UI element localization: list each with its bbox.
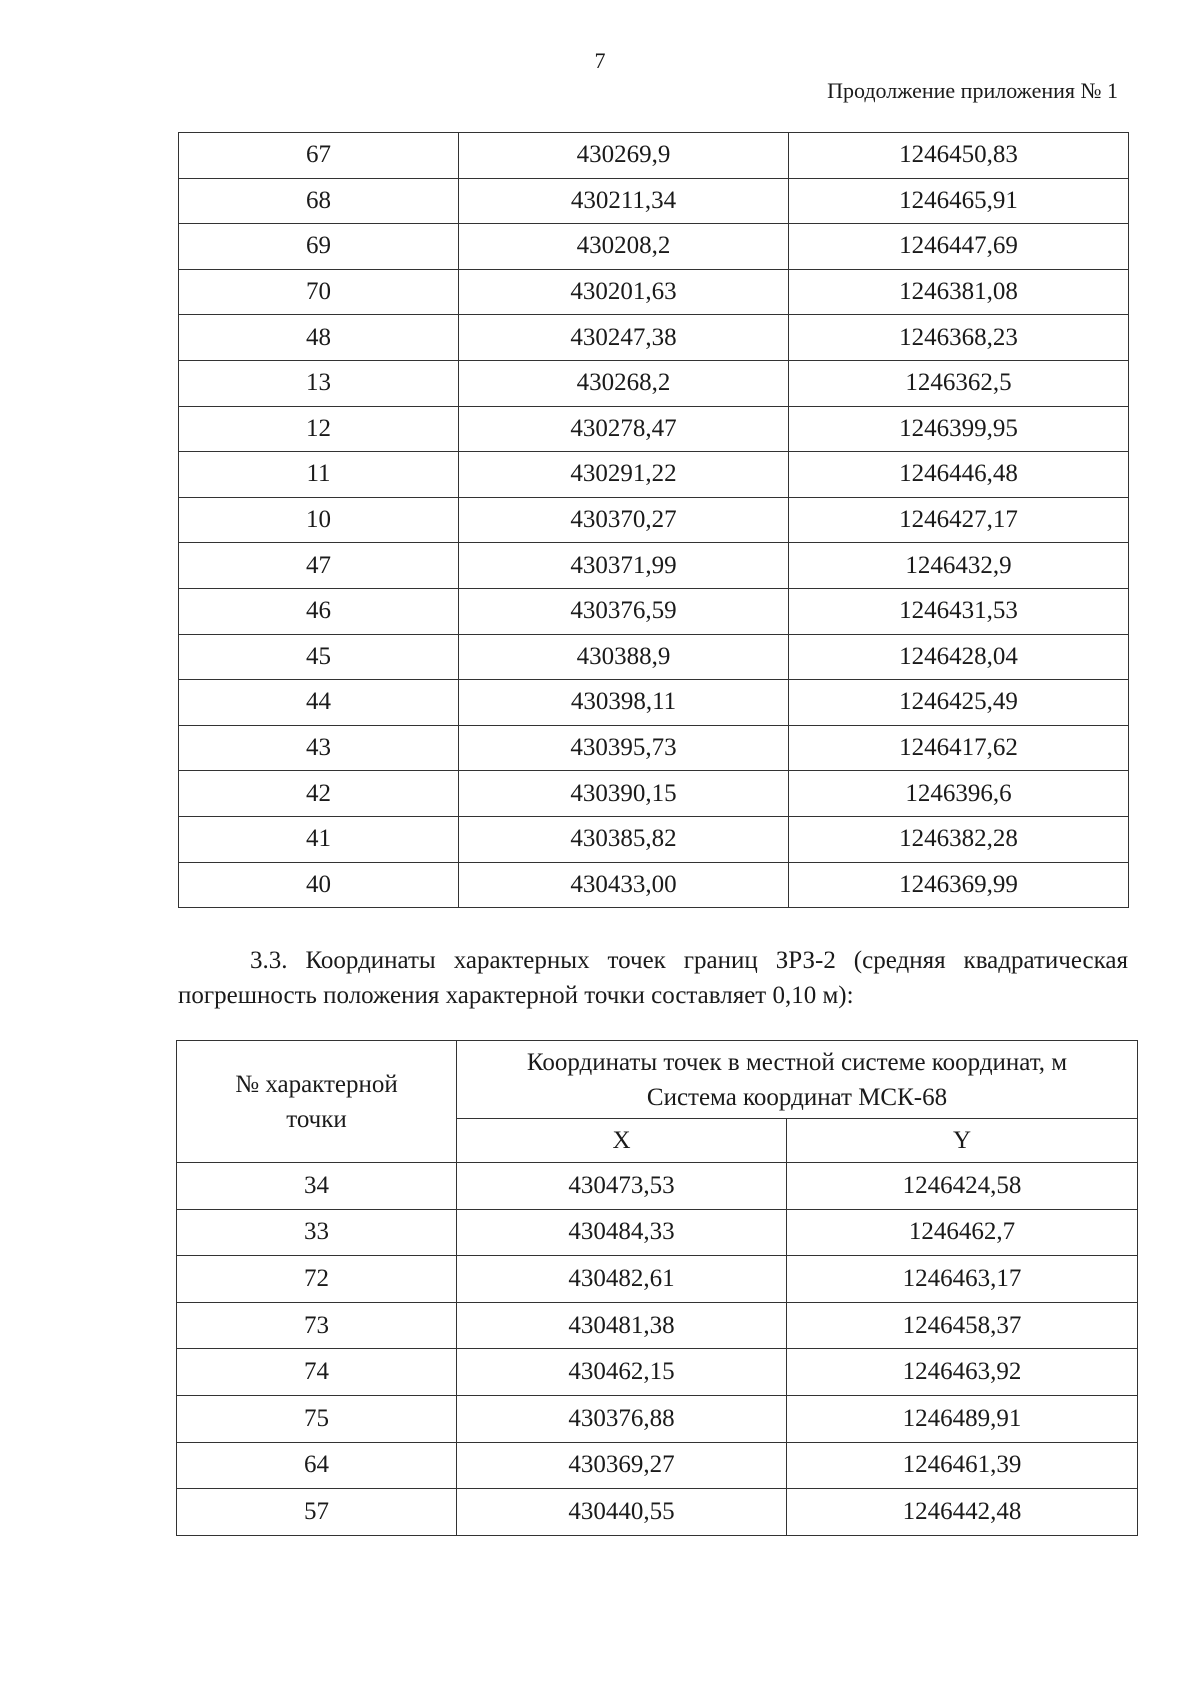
x-coordinate-cell: 430376,88 — [457, 1395, 787, 1442]
y-coordinate-cell: 1246427,17 — [789, 497, 1129, 543]
point-number-cell: 72 — [177, 1256, 457, 1303]
table-row — [179, 725, 1129, 771]
y-coordinate-cell: 1246381,08 — [789, 269, 1129, 315]
point-number-cell: 12 — [179, 406, 459, 452]
x-coordinate-cell: 430385,82 — [459, 816, 789, 862]
y-coordinate-cell: 1246362,5 — [789, 360, 1129, 406]
zrz2-table-body — [177, 1163, 1138, 1536]
zrz2-table-header — [177, 1041, 1138, 1163]
x-coordinate-cell: 430395,73 — [459, 725, 789, 771]
y-column-header: Y — [787, 1119, 1138, 1163]
x-column-header: X — [457, 1119, 787, 1163]
y-coordinate-cell: 1246428,04 — [789, 634, 1129, 680]
y-coordinate-cell: 1246399,95 — [789, 406, 1129, 452]
x-coordinate-cell: 430481,38 — [457, 1302, 787, 1349]
point-number-cell: 48 — [179, 315, 459, 361]
table-row — [179, 634, 1129, 680]
point-number-cell: 43 — [179, 725, 459, 771]
point-number-cell: 46 — [179, 588, 459, 634]
page-number: 7 — [594, 48, 606, 73]
x-coordinate-cell: 430201,63 — [459, 269, 789, 315]
point-number-cell: 64 — [177, 1442, 457, 1489]
point-number-cell: 74 — [177, 1349, 457, 1396]
point-number-cell: 47 — [179, 543, 459, 589]
x-coordinate-cell: 430390,15 — [459, 771, 789, 817]
point-number-cell: 34 — [177, 1163, 457, 1210]
y-coordinate-cell: 1246442,48 — [787, 1489, 1138, 1536]
table-row — [179, 543, 1129, 589]
table-row — [179, 862, 1129, 908]
y-coordinate-cell: 1246417,62 — [789, 725, 1129, 771]
y-coordinate-cell: 1246462,7 — [787, 1209, 1138, 1256]
coordinates-table-body — [179, 133, 1129, 908]
table-row — [179, 588, 1129, 634]
point-number-cell: 41 — [179, 816, 459, 862]
table-header-row — [177, 1041, 1138, 1119]
table-row — [179, 178, 1129, 224]
table-row — [179, 680, 1129, 726]
point-number-cell: 73 — [177, 1302, 457, 1349]
y-coordinate-cell: 1246461,39 — [787, 1442, 1138, 1489]
table-row — [177, 1489, 1138, 1536]
point-number-cell: 70 — [179, 269, 459, 315]
y-coordinate-cell: 1246489,91 — [787, 1395, 1138, 1442]
x-coordinate-cell: 430473,53 — [457, 1163, 787, 1210]
point-number-cell: 75 — [177, 1395, 457, 1442]
x-coordinate-cell: 430278,47 — [459, 406, 789, 452]
x-coordinate-cell: 430291,22 — [459, 452, 789, 498]
x-coordinate-cell: 430211,34 — [459, 178, 789, 224]
y-coordinate-cell: 1246396,6 — [789, 771, 1129, 817]
x-coordinate-cell: 430388,9 — [459, 634, 789, 680]
y-coordinate-cell: 1246446,48 — [789, 452, 1129, 498]
table-row — [179, 360, 1129, 406]
section-text: 3.3. Координаты характерных точек границ ЗРЗ-2 (средняя квадратическая погрешность положения характерной точки составляет 0,10 м): — [178, 947, 1128, 1009]
zrz2-coordinates-table — [176, 1040, 1138, 1536]
y-coordinate-cell: 1246463,92 — [787, 1349, 1138, 1396]
x-coordinate-cell: 430247,38 — [459, 315, 789, 361]
x-coordinate-cell: 430484,33 — [457, 1209, 787, 1256]
x-coordinate-cell: 430398,11 — [459, 680, 789, 726]
table-row — [179, 315, 1129, 361]
point-number-cell: 68 — [179, 178, 459, 224]
table-row — [177, 1163, 1138, 1210]
y-coordinate-cell: 1246458,37 — [787, 1302, 1138, 1349]
table-row — [179, 771, 1129, 817]
x-coordinate-cell: 430208,2 — [459, 224, 789, 270]
table-row — [179, 133, 1129, 179]
y-coordinate-cell: 1246431,53 — [789, 588, 1129, 634]
y-coordinate-cell: 1246463,17 — [787, 1256, 1138, 1303]
x-coordinate-cell: 430433,00 — [459, 862, 789, 908]
point-number-cell: 67 — [179, 133, 459, 179]
table-row — [177, 1209, 1138, 1256]
table-row — [179, 406, 1129, 452]
x-coordinate-cell: 430370,27 — [459, 497, 789, 543]
coordinates-table-continued — [178, 132, 1129, 908]
x-coordinate-cell: 430462,15 — [457, 1349, 787, 1396]
point-number-cell: 33 — [177, 1209, 457, 1256]
table-row — [177, 1442, 1138, 1489]
table-row — [177, 1302, 1138, 1349]
point-number-cell: 10 — [179, 497, 459, 543]
point-number-cell: 13 — [179, 360, 459, 406]
y-coordinate-cell: 1246450,83 — [789, 133, 1129, 179]
point-number-header-line2: точки — [286, 1105, 347, 1133]
x-coordinate-cell: 430369,27 — [457, 1442, 787, 1489]
point-number-header-line1: № характерной — [235, 1070, 398, 1098]
point-number-cell: 42 — [179, 771, 459, 817]
x-coordinate-cell: 430440,55 — [457, 1489, 787, 1536]
coordinates-header-line2: Система координат МСК-68 — [646, 1083, 948, 1111]
y-coordinate-cell: 1246382,28 — [789, 816, 1129, 862]
x-coordinate-cell: 430482,61 — [457, 1256, 787, 1303]
x-coordinate-cell: 430268,2 — [459, 360, 789, 406]
appendix-continuation-header: Продолжение приложения № 1 — [827, 78, 1118, 103]
table-row — [177, 1349, 1138, 1396]
coordinates-header — [457, 1041, 1138, 1119]
table-row — [179, 816, 1129, 862]
y-coordinate-cell: 1246368,23 — [789, 315, 1129, 361]
table-row — [177, 1256, 1138, 1303]
y-coordinate-cell: 1246465,91 — [789, 178, 1129, 224]
point-number-header — [177, 1041, 457, 1163]
point-number-cell: 69 — [179, 224, 459, 270]
table-row — [179, 452, 1129, 498]
x-coordinate-cell: 430376,59 — [459, 588, 789, 634]
point-number-cell: 40 — [179, 862, 459, 908]
table-row — [179, 224, 1129, 270]
coordinates-header-line1: Координаты точек в местной системе координат, м — [526, 1048, 1068, 1076]
y-coordinate-cell: 1246369,99 — [789, 862, 1129, 908]
x-coordinate-cell: 430269,9 — [459, 133, 789, 179]
y-coordinate-cell: 1246425,49 — [789, 680, 1129, 726]
section-paragraph — [178, 943, 1128, 1013]
point-number-cell: 11 — [179, 452, 459, 498]
table-row — [177, 1395, 1138, 1442]
y-coordinate-cell: 1246447,69 — [789, 224, 1129, 270]
table-row — [179, 497, 1129, 543]
y-coordinate-cell: 1246432,9 — [789, 543, 1129, 589]
point-number-cell: 57 — [177, 1489, 457, 1536]
point-number-cell: 44 — [179, 680, 459, 726]
x-coordinate-cell: 430371,99 — [459, 543, 789, 589]
point-number-cell: 45 — [179, 634, 459, 680]
y-coordinate-cell: 1246424,58 — [787, 1163, 1138, 1210]
table-row — [179, 269, 1129, 315]
